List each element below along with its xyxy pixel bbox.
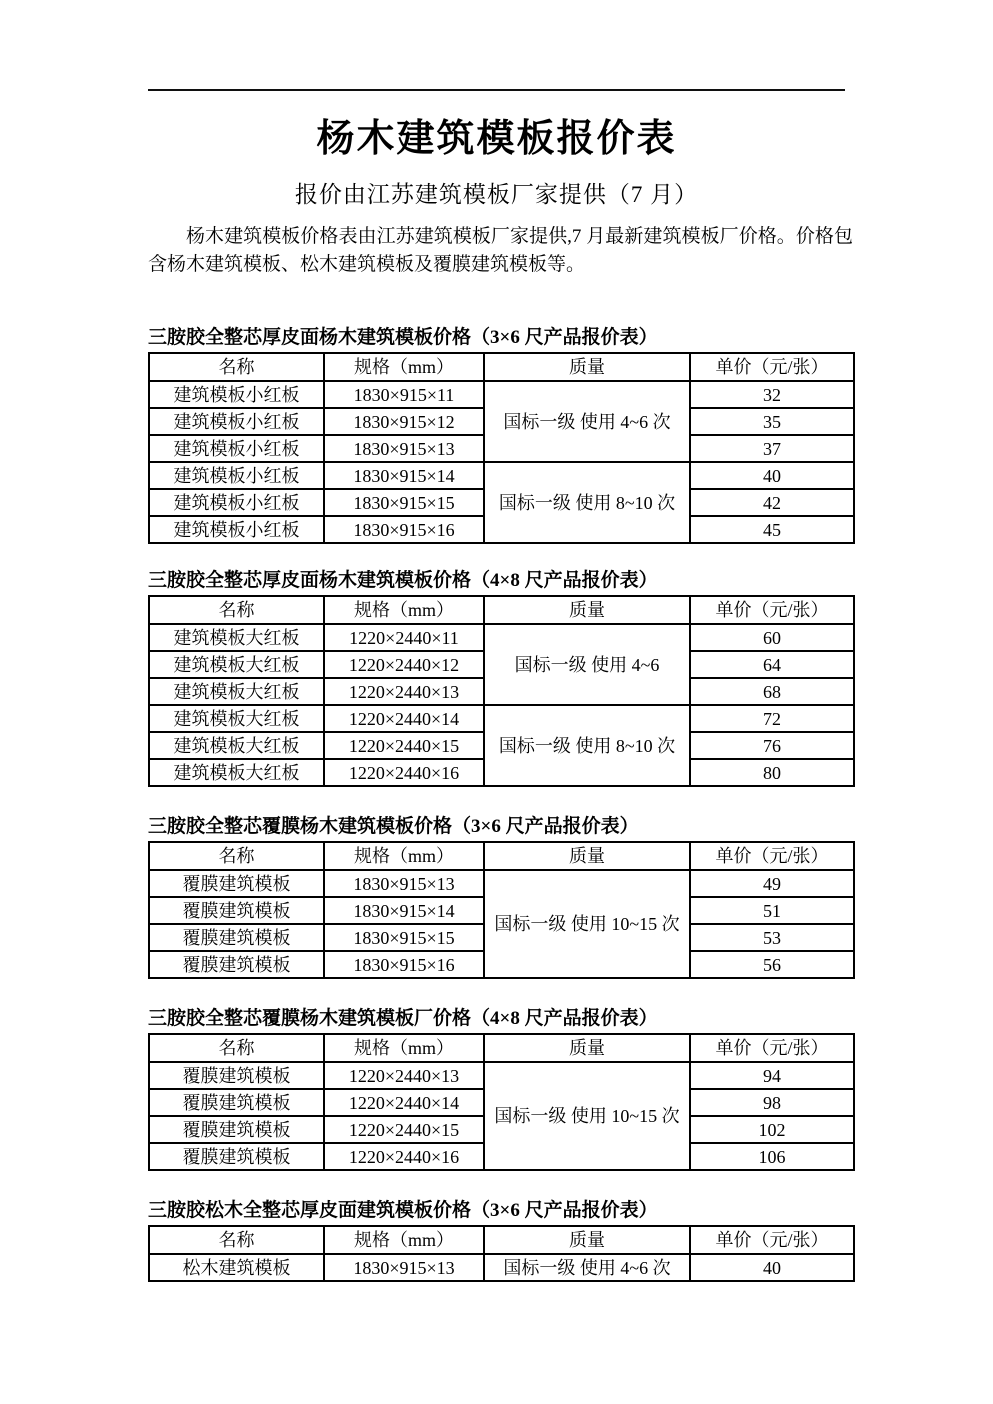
quality-cell: 国标一级 使用 8~10 次	[484, 705, 690, 786]
section-3x6-thick-face	[148, 328, 853, 544]
name-cell: 覆膜建筑模板	[149, 951, 324, 978]
price-table	[148, 841, 855, 979]
price-table	[148, 352, 855, 544]
column-header-spec: 规格（mm）	[324, 842, 484, 870]
column-header-quality: 质量	[484, 353, 690, 381]
name-cell: 覆膜建筑模板	[149, 924, 324, 951]
spec-cell: 1830×915×15	[324, 489, 484, 516]
spec-cell: 1220×2440×14	[324, 1089, 484, 1116]
price-cell: 102	[690, 1116, 854, 1143]
name-cell: 建筑模板小红板	[149, 435, 324, 462]
section-heading: 三胺胶全整芯厚皮面杨木建筑模板价格（4×8 尺产品报价表）	[148, 570, 658, 591]
header-row	[149, 1226, 854, 1254]
page-subtitle: 报价由江苏建筑模板厂家提供（7 月）	[294, 182, 699, 207]
name-cell: 松木建筑模板	[149, 1254, 324, 1281]
column-header-quality: 质量	[484, 596, 690, 624]
section-3x6-pine	[148, 1201, 853, 1282]
column-header-price: 单价（元/张）	[690, 842, 854, 870]
spec-cell: 1830×915×15	[324, 924, 484, 951]
table-row	[149, 705, 854, 732]
price-cell: 56	[690, 951, 854, 978]
header-rule	[148, 89, 845, 91]
column-header-name: 名称	[149, 842, 324, 870]
spec-cell: 1830×915×12	[324, 408, 484, 435]
spec-cell: 1220×2440×16	[324, 1143, 484, 1170]
spec-cell: 1830×915×14	[324, 462, 484, 489]
price-cell: 106	[690, 1143, 854, 1170]
price-cell: 80	[690, 759, 854, 786]
name-cell: 覆膜建筑模板	[149, 1143, 324, 1170]
quality-cell: 国标一级 使用 10~15 次	[484, 1062, 690, 1170]
page-title: 杨木建筑模板报价表	[316, 118, 677, 160]
spec-cell: 1220×2440×16	[324, 759, 484, 786]
price-cell: 32	[690, 381, 854, 408]
quality-cell: 国标一级 使用 4~6 次	[484, 1254, 690, 1281]
column-header-quality: 质量	[484, 1226, 690, 1254]
price-table	[148, 1225, 855, 1282]
price-cell: 42	[690, 489, 854, 516]
name-cell: 建筑模板大红板	[149, 705, 324, 732]
price-cell: 94	[690, 1062, 854, 1089]
name-cell: 覆膜建筑模板	[149, 897, 324, 924]
column-header-price: 单价（元/张）	[690, 596, 854, 624]
price-table	[148, 1033, 855, 1171]
price-cell: 45	[690, 516, 854, 543]
price-cell: 40	[690, 1254, 854, 1281]
column-header-name: 名称	[149, 596, 324, 624]
header-row	[149, 596, 854, 624]
name-cell: 覆膜建筑模板	[149, 870, 324, 897]
column-header-quality: 质量	[484, 842, 690, 870]
section-heading: 三胺胶全整芯厚皮面杨木建筑模板价格（3×6 尺产品报价表）	[148, 327, 658, 348]
spec-cell: 1220×2440×11	[324, 624, 484, 651]
spec-cell: 1220×2440×14	[324, 705, 484, 732]
column-header-name: 名称	[149, 353, 324, 381]
column-header-name: 名称	[149, 1034, 324, 1062]
header-row	[149, 353, 854, 381]
table-row	[149, 381, 854, 408]
name-cell: 建筑模板大红板	[149, 732, 324, 759]
spec-cell: 1830×915×13	[324, 1254, 484, 1281]
header-row	[149, 1034, 854, 1062]
spec-cell: 1830×915×11	[324, 381, 484, 408]
column-header-spec: 规格（mm）	[324, 596, 484, 624]
column-header-price: 单价（元/张）	[690, 353, 854, 381]
spec-cell: 1830×915×16	[324, 516, 484, 543]
section-3x6-film-faced	[148, 817, 853, 979]
name-cell: 建筑模板小红板	[149, 489, 324, 516]
section-4x8-thick-face	[148, 571, 853, 787]
price-cell: 35	[690, 408, 854, 435]
name-cell: 覆膜建筑模板	[149, 1089, 324, 1116]
table-row	[149, 462, 854, 489]
price-table	[148, 595, 855, 787]
name-cell: 建筑模板大红板	[149, 651, 324, 678]
price-cell: 37	[690, 435, 854, 462]
table-row	[149, 870, 854, 897]
column-header-price: 单价（元/张）	[690, 1034, 854, 1062]
name-cell: 建筑模板小红板	[149, 462, 324, 489]
column-header-price: 单价（元/张）	[690, 1226, 854, 1254]
name-cell: 建筑模板小红板	[149, 516, 324, 543]
name-cell: 建筑模板大红板	[149, 624, 324, 651]
price-cell: 60	[690, 624, 854, 651]
column-header-spec: 规格（mm）	[324, 1034, 484, 1062]
table-row	[149, 624, 854, 651]
name-cell: 建筑模板大红板	[149, 678, 324, 705]
spec-cell: 1220×2440×15	[324, 732, 484, 759]
name-cell: 建筑模板小红板	[149, 408, 324, 435]
table-row	[149, 1062, 854, 1089]
price-cell: 68	[690, 678, 854, 705]
spec-cell: 1830×915×14	[324, 897, 484, 924]
spec-cell: 1220×2440×13	[324, 1062, 484, 1089]
price-cell: 49	[690, 870, 854, 897]
table-row	[149, 1254, 854, 1281]
column-header-spec: 规格（mm）	[324, 1226, 484, 1254]
spec-cell: 1830×915×16	[324, 951, 484, 978]
name-cell: 覆膜建筑模板	[149, 1116, 324, 1143]
header-row	[149, 842, 854, 870]
name-cell: 覆膜建筑模板	[149, 1062, 324, 1089]
price-cell: 64	[690, 651, 854, 678]
column-header-spec: 规格（mm）	[324, 353, 484, 381]
price-cell: 76	[690, 732, 854, 759]
section-heading: 三胺胶松木全整芯厚皮面建筑模板价格（3×6 尺产品报价表）	[148, 1200, 658, 1221]
spec-cell: 1220×2440×12	[324, 651, 484, 678]
spec-cell: 1830×915×13	[324, 870, 484, 897]
price-cell: 72	[690, 705, 854, 732]
price-cell: 51	[690, 897, 854, 924]
spec-cell: 1220×2440×13	[324, 678, 484, 705]
quality-cell: 国标一级 使用 8~10 次	[484, 462, 690, 543]
column-header-name: 名称	[149, 1226, 324, 1254]
spec-cell: 1220×2440×15	[324, 1116, 484, 1143]
quality-cell: 国标一级 使用 10~15 次	[484, 870, 690, 978]
name-cell: 建筑模板小红板	[149, 381, 324, 408]
name-cell: 建筑模板大红板	[149, 759, 324, 786]
section-heading: 三胺胶全整芯覆膜杨木建筑模板价格（3×6 尺产品报价表）	[148, 816, 639, 837]
quality-cell: 国标一级 使用 4~6 次	[484, 381, 690, 462]
price-cell: 40	[690, 462, 854, 489]
column-header-quality: 质量	[484, 1034, 690, 1062]
section-heading: 三胺胶全整芯覆膜杨木建筑模板厂价格（4×8 尺产品报价表）	[148, 1008, 658, 1029]
price-cell: 53	[690, 924, 854, 951]
spec-cell: 1830×915×13	[324, 435, 484, 462]
quality-cell: 国标一级 使用 4~6	[484, 624, 690, 705]
section-4x8-film-faced	[148, 1009, 853, 1171]
intro-paragraph: 杨木建筑模板价格表由江苏建筑模板厂家提供,7 月最新建筑模板厂价格。价格包含杨木建筑模板、松木建筑模板及覆膜建筑模板等。	[148, 226, 853, 275]
price-cell: 98	[690, 1089, 854, 1116]
